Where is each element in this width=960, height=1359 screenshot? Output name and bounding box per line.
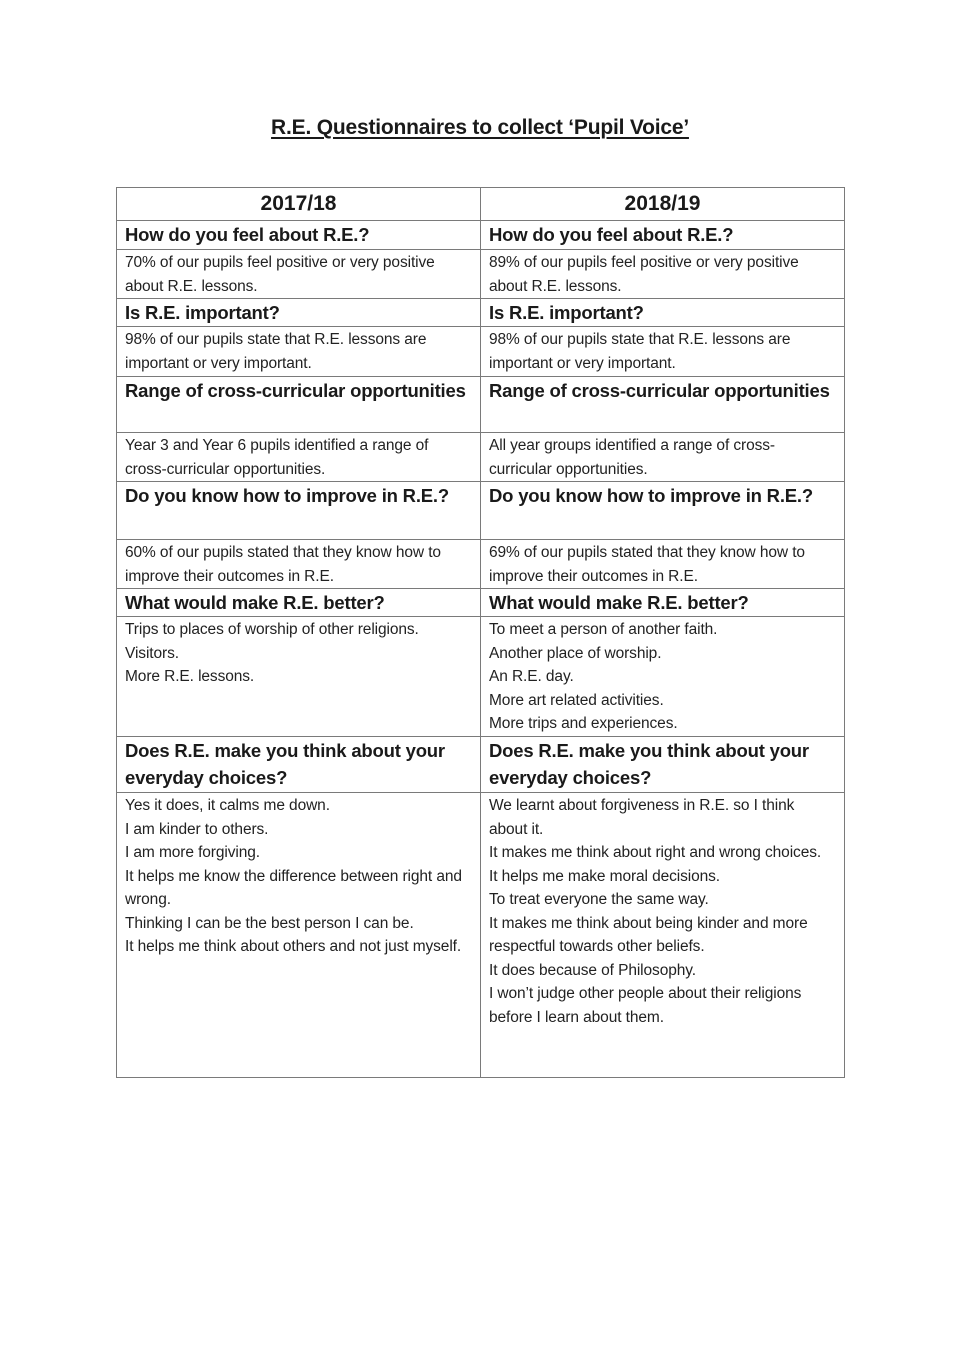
answer-row (117, 327, 845, 377)
year-header-2017-18: 2017/18 (117, 188, 481, 221)
question-cell: Does R.E. make you think about your everyday choices? (117, 737, 481, 793)
answer-cell (117, 433, 481, 482)
question-row (117, 221, 845, 250)
answer-line: I am kinder to others. (125, 820, 269, 838)
answer-line: We learnt about forgiveness in R.E. so I think about it. (489, 797, 795, 838)
question-row (117, 377, 845, 433)
question-cell: Range of cross-curricular opportunities (117, 377, 481, 433)
answer-line: Another place of worship. (489, 644, 662, 662)
page-title-text: R.E. Questionnaires to collect ‘Pupil Voice’ (271, 116, 689, 139)
answer-line: Thinking I can be the best person I can be. (125, 914, 414, 932)
answer-line: 60% of our pupils stated that they know how to improve their outcomes in R.E. (125, 544, 441, 585)
answer-row (117, 433, 845, 482)
answer-line: It makes me think about being kinder and more respectful towards other beliefs. (489, 914, 808, 955)
answer-line: I won’t judge other people about their religions before I learn about them. (489, 985, 802, 1026)
answer-line: 89% of our pupils feel positive or very positive about R.E. lessons. (489, 254, 799, 295)
question-cell: Range of cross-curricular opportunities (481, 377, 845, 433)
answer-cell (117, 327, 481, 377)
answer-row (117, 617, 845, 737)
page-title (0, 116, 960, 140)
answer-line: To meet a person of another faith. (489, 621, 718, 638)
answer-cell (481, 433, 845, 482)
answer-line: All year groups identified a range of cross-curricular opportunities. (489, 437, 775, 478)
answer-row (117, 540, 845, 589)
answer-cell (481, 793, 845, 1078)
answer-line: Yes it does, it calms me down. (125, 797, 330, 814)
question-cell: How do you feel about R.E.? (481, 221, 845, 250)
answer-line: I am more forgiving. (125, 844, 260, 861)
answer-line: It helps me know the difference between right and wrong. (125, 867, 462, 908)
answer-row (117, 250, 845, 299)
answer-row (117, 793, 845, 1078)
year-header-2018-19: 2018/19 (481, 188, 845, 221)
answer-cell (481, 327, 845, 377)
question-cell: Do you know how to improve in R.E.? (117, 482, 481, 540)
answer-cell (481, 540, 845, 589)
answer-line: It does because of Philosophy. (489, 961, 696, 979)
answer-line: 69% of our pupils stated that they know how to improve their outcomes in R.E. (489, 544, 805, 585)
question-cell: Is R.E. important? (117, 299, 481, 327)
question-row (117, 299, 845, 327)
answer-line: Year 3 and Year 6 pupils identified a range of cross-curricular opportunities. (125, 437, 429, 478)
answer-line: 98% of our pupils state that R.E. lessons are important or very important. (125, 331, 427, 372)
answer-cell (481, 617, 845, 737)
answer-line: To treat everyone the same way. (489, 891, 709, 908)
answer-line: More art related activities. (489, 691, 664, 709)
question-row (117, 482, 845, 540)
answer-line: It helps me think about others and not just myself. (125, 938, 462, 955)
question-cell: How do you feel about R.E.? (117, 221, 481, 250)
answer-line: 70% of our pupils feel positive or very positive about R.E. lessons. (125, 254, 435, 295)
answer-cell (117, 617, 481, 737)
answer-line: It makes me think about right and wrong choices. (489, 844, 822, 861)
answer-line: More R.E. lessons. (125, 668, 255, 685)
question-cell: Does R.E. make you think about your everyday choices? (481, 737, 845, 793)
answer-line: Visitors. (125, 644, 179, 662)
question-cell: What would make R.E. better? (117, 589, 481, 617)
year-header-row (117, 188, 845, 221)
question-row (117, 589, 845, 617)
answer-cell (481, 250, 845, 299)
answer-cell (117, 250, 481, 299)
answer-cell (117, 793, 481, 1078)
question-cell: Is R.E. important? (481, 299, 845, 327)
answer-line: It helps me make moral decisions. (489, 867, 721, 885)
answer-line: Trips to places of worship of other religions. (125, 621, 419, 638)
question-cell: Do you know how to improve in R.E.? (481, 482, 845, 540)
survey-comparison-table (116, 187, 845, 1078)
answer-cell (117, 540, 481, 589)
answer-line: An R.E. day. (489, 668, 574, 685)
answer-line: More trips and experiences. (489, 715, 678, 732)
answer-line: 98% of our pupils state that R.E. lessons are important or very important. (489, 331, 791, 372)
question-cell: What would make R.E. better? (481, 589, 845, 617)
question-row (117, 737, 845, 793)
